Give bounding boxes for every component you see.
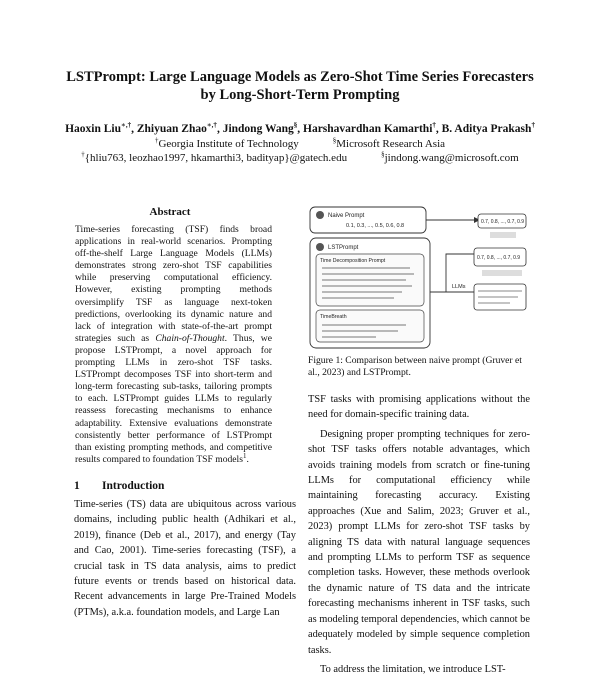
figure-caption: Figure 1: Comparison between naive prompt (Gruver et al., 2023) and LSTPrompt. [308, 355, 522, 379]
author-separator: , [216, 123, 223, 135]
paragraph: To address the limitation, we introduce LST- [320, 663, 506, 675]
affiliation-institutions [20, 138, 580, 151]
paper-title [40, 68, 560, 104]
user-icon [316, 211, 324, 219]
user-icon [316, 243, 324, 251]
author-marks: † [531, 121, 535, 130]
author-name: B. Aditya Prakash [441, 123, 532, 135]
abstract-body [75, 224, 272, 466]
institution-msra: Microsoft Research Asia [336, 138, 446, 150]
figure-1 [306, 204, 530, 354]
affiliation-mark: § [381, 150, 385, 159]
output-values-2: 0.7, 0.8, ..., 0.7, 0.9 [477, 255, 521, 261]
figure-1-diagram [306, 204, 530, 354]
introduction-paragraph: Time-series (TS) data are ubiquitous across various domains, including public health (Adhikari et al., 2019), finance (Deb et al., 2017), and energy (Tay and Cao, 2001). Time-series forecasting (TSF), a crucial task in TS data analysis, aims to predict future events or trends based on historical data. Recent advancements in large Pre-Trained Models (PTMs), a.k.a. foundation models, and Large Lan [74, 499, 296, 618]
institution-georgia-tech: Georgia Institute of Technology [158, 138, 299, 150]
paragraph: Designing proper prompting techniques for zero-shot TSF tasks offers notable advantages, which avoids training models from scratch or fine-tuning LLMs for computational efficiency while maintaining forecasting accuracy. Existing approaches (Xue and Salim, 2023; Gruver et al., 2023) prompt LLMs for zero-shot TSF tasks by aligning TS data with natural language sequences and prompting LLMs to perform TSF as sequence completion tasks. However, these methods overlook the dynamic nature of TS data and the intricate forecasting mechanisms inherent in TSF tasks, such as modeling temporal dependencies, which cannot be adequately modeled by simple sequence completion tasks. [308, 428, 530, 656]
timebreath-title: TimeBreath [320, 314, 347, 320]
output-status-bar [482, 270, 522, 276]
title-line-1: LSTPrompt: Large Language Models as Zero-Shot Time Series Forecasters [66, 69, 534, 85]
section-title: Introduction [102, 480, 165, 492]
abstract-text: Time-series forecasting (TSF) finds broad applications in real-world scenarios. Prompting off-the-shelf Large Language Models (LLMs) demonstrates strong zero-shot TSF capabilities while preserving computational efficiency. However, existing prompting methods oversimplify TSF as language next-token predictions, overlooking its dynamic nature and lack of integration with state-of-the-art prompt strategies such as [75, 224, 272, 344]
author-name: Zhiyuan Zhao [136, 123, 207, 135]
affiliation-mark: § [332, 136, 337, 145]
abstract-heading: Abstract [149, 206, 191, 218]
lstprompt-title: LSTPrompt [328, 245, 359, 251]
author-marks: § [293, 121, 298, 130]
author-list [20, 122, 580, 136]
section-heading-introduction [74, 480, 164, 492]
introduction-body [74, 497, 296, 620]
output-values-1: 0.7, 0.8, ..., 0.7, 0.9 [481, 219, 525, 225]
llms-label: LLMs [452, 284, 466, 290]
author-separator: , [297, 123, 303, 135]
author-separator: , [131, 123, 137, 135]
email-microsoft: jindong.wang@microsoft.com [384, 152, 519, 164]
naive-prompt-content: 0.1, 0.3, ..., 0.5, 0.6, 0.8 [346, 223, 405, 229]
section-number: 1 [74, 480, 80, 492]
right-column-body [308, 392, 530, 681]
affiliation-mark: † [154, 136, 159, 145]
abstract-emphasis: Chain-of-Thought [155, 332, 225, 344]
author-name: Jindong Wang [222, 123, 294, 135]
title-line-2: by Long-Short-Term Prompting [200, 87, 400, 103]
affiliation-emails [20, 152, 580, 165]
abstract-text: . Thus, we propose LSTPrompt, a novel approach for prompting LLMs in zero-shot TSF tasks. LSTPrompt decomposes TSF into short-term and long-term forecasting sub-tasks, tailoring prompts to each. LSTPrompt guides LLMs to regularly reassess forecasting mechanisms to enhance adaptability. Extensive evaluations demonstrate consistently better performance of LSTPrompt than existing prompting methods, and competitive results compared to foundation TSF models [75, 332, 272, 465]
footnote-mark: 1 [242, 451, 247, 460]
paragraph: TSF tasks with promising applications without the need for domain-specific training data. [308, 394, 530, 421]
email-gatech: {hliu763, leozhao1997, hkamarthi3, badityap}@gatech.edu [84, 152, 348, 164]
output-status-bar [490, 232, 516, 238]
author-name: Harshavardhan Kamarthi [303, 123, 433, 135]
abstract-paragraph [75, 224, 272, 466]
author-marks: † [432, 121, 436, 130]
author-marks: ∗,† [206, 121, 217, 130]
abstract-text: . [246, 453, 249, 465]
naive-prompt-title: Naive Prompt [328, 213, 365, 219]
author-separator: , [435, 123, 442, 135]
author-name: Haoxin Liu [65, 123, 121, 135]
naive-prompt-box [310, 207, 426, 233]
time-decomposition-title: Time Decomposition Prompt [320, 258, 386, 264]
author-marks: ∗,† [121, 121, 132, 130]
affiliation-mark: † [81, 150, 85, 159]
